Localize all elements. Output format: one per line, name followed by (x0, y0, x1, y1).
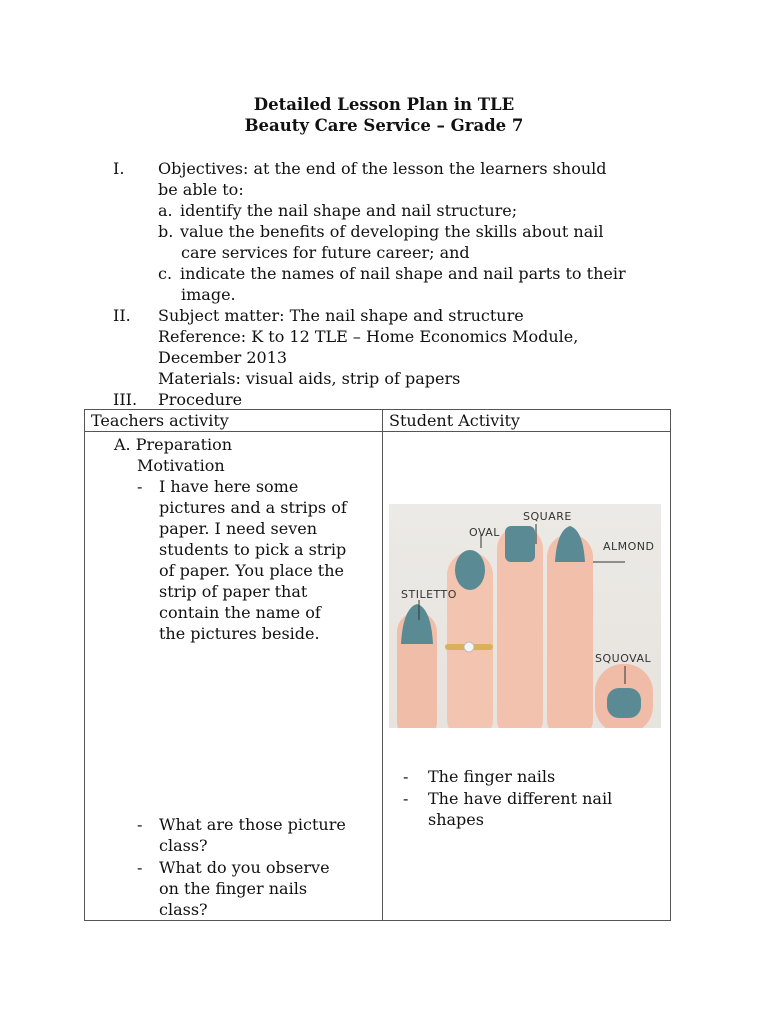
instruction-line: contain the name of (159, 603, 321, 622)
instruction-line: students to pick a strip (159, 540, 347, 559)
student-column-header: Student Activity (383, 410, 671, 432)
bullet-dash: - (137, 858, 143, 877)
objectives-intro-cont: be able to: (158, 180, 244, 199)
instruction-line: the pictures beside. (159, 624, 320, 643)
objective-item-a: a. identify the nail shape and nail structure; (158, 201, 518, 220)
objectives-numeral: I. (113, 159, 125, 178)
label-almond: ALMOND (603, 540, 655, 553)
reference-date: December 2013 (158, 348, 288, 367)
label-squoval: SQUOVAL (595, 652, 652, 665)
squoval-nail-icon (607, 688, 641, 718)
bullet-dash: - (137, 815, 143, 834)
stiletto-nail-icon (401, 604, 433, 644)
motivation-heading: Motivation (137, 456, 225, 475)
square-nail-icon (505, 526, 535, 562)
document-title-line1: Detailed Lesson Plan in TLE (253, 95, 515, 114)
table-row (85, 432, 671, 921)
teacher-activity-cell (85, 432, 383, 921)
subject-matter-text: Subject matter: The nail shape and structure (158, 306, 524, 325)
answer-line: shapes (428, 810, 484, 829)
objective-item-c: c. indicate the names of nail shape and nail parts to their (158, 264, 626, 283)
student-activity-cell (383, 432, 671, 921)
answer-line: The finger nails (428, 767, 556, 786)
teacher-column-header: Teachers activity (85, 410, 383, 432)
objective-item-b-cont: care services for future career; and (181, 243, 470, 262)
activities-table (84, 409, 671, 921)
instruction-line: pictures and a strips of (159, 498, 347, 517)
preparation-heading: A. Preparation (114, 435, 233, 454)
label-oval: OVAL (469, 526, 500, 539)
objective-item-b: b. value the benefits of developing the skills about nail (158, 222, 604, 241)
instruction-line: of paper. You place the (159, 561, 345, 580)
instruction-line: paper. I need seven (159, 519, 318, 538)
question-line: What are those picture (159, 815, 346, 834)
objectives-intro: Objectives: at the end of the lesson the learners should (158, 159, 607, 178)
materials-text: Materials: visual aids, strip of papers (158, 369, 461, 388)
nail-shapes-image (389, 504, 661, 728)
bullet-dash: - (403, 767, 409, 786)
oval-nail-icon (455, 550, 485, 590)
question-line: class? (159, 900, 208, 919)
almond-nail-icon (555, 526, 585, 562)
label-square: SQUARE (523, 510, 572, 523)
bullet-dash: - (403, 789, 409, 808)
instruction-line: strip of paper that (159, 582, 308, 601)
procedure-label: Procedure (158, 390, 243, 409)
procedure-numeral: III. (113, 390, 138, 409)
answer-line: The have different nail (428, 789, 613, 808)
bullet-dash: - (137, 477, 143, 496)
reference-text: Reference: K to 12 TLE – Home Economics Module, (158, 327, 579, 346)
document-title-line2: Beauty Care Service – Grade 7 (244, 116, 524, 135)
objective-item-c-cont: image. (181, 285, 236, 304)
question-line: on the finger nails (159, 879, 308, 898)
label-stiletto: STILETTO (401, 588, 457, 601)
subject-matter-numeral: II. (113, 306, 131, 325)
table-header-row (85, 410, 671, 432)
question-line: class? (159, 836, 208, 855)
instruction-line: I have here some (159, 477, 299, 496)
question-line: What do you observe (159, 858, 330, 877)
